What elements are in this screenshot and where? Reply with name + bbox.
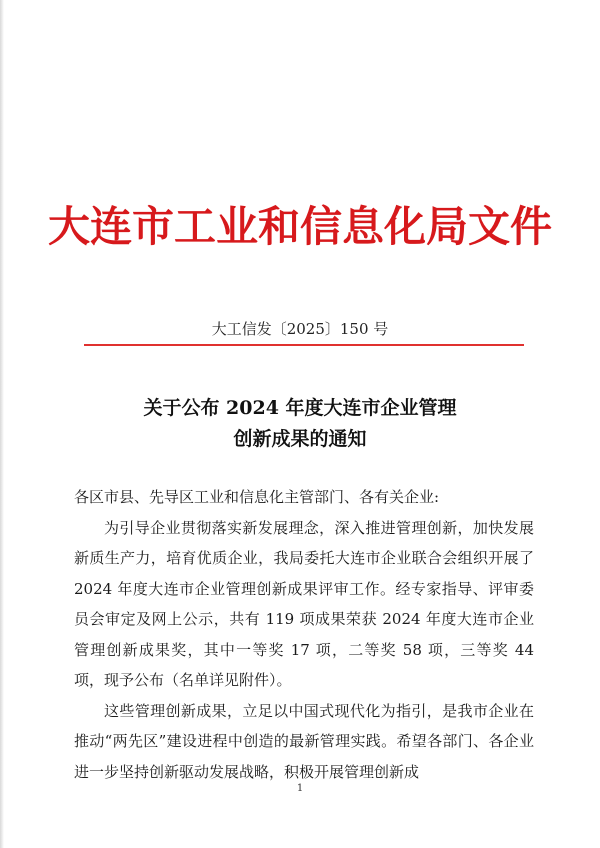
body-paragraph-2: 这些管理创新成果，立足以中国式现代化为指引，是我市企业在推动“两先区”建设进程中创造的最新管理实践。希望各部门、各企业进一步坚持创新驱动发展战略，积极开展管理创新成 <box>74 701 534 781</box>
notice-title-line-1: 关于公布 2024 年度大连市企业管理 <box>143 397 457 419</box>
document-number: 大工信发〔2025〕150 号 <box>211 320 389 338</box>
red-separator-rule <box>84 344 524 346</box>
page-number: 1 <box>296 783 304 794</box>
notice-title <box>0 393 600 455</box>
notice-body <box>74 482 534 787</box>
body-paragraph-1: 为引导企业贯彻落实新发展理念，深入推进管理创新，加快发展新质生产力，培育优质企业，我局委托大连市企业联合会组织开展了 2024 年度大连市企业管理创新成果评审工作。经专家指导、评审委员会审定及网上公示，共有 119 项成果荣获 2024 年度大连市企业管理创新成果奖，其中一等奖 17 项，二等奖 58 项，三等奖 44 项，现予公布（名单详见附件）。 <box>74 518 534 689</box>
addressee-line: 各区市县、先导区工业和信息化主管部门、各有关企业: <box>74 488 440 506</box>
issuer-header-title: 大连市工业和信息化局文件 <box>47 202 552 251</box>
notice-title-line-2: 创新成果的通知 <box>233 428 367 450</box>
